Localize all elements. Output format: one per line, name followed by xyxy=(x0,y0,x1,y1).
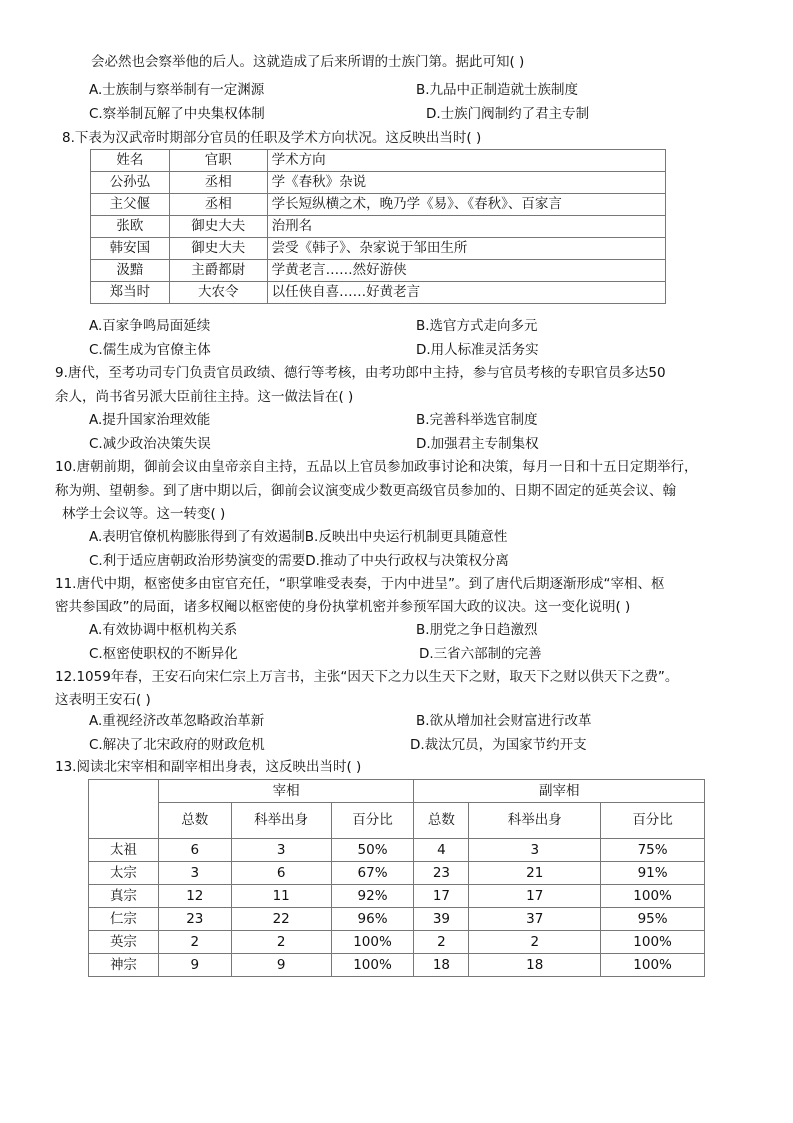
table-cell: 6 xyxy=(158,839,231,862)
q7-option-a[interactable]: A.士族制与察举制有一定渊源 xyxy=(89,82,265,98)
table-cell: 公孙弘 xyxy=(91,172,170,194)
table-cell: 御史大夫 xyxy=(169,216,267,238)
table-cell: 主父偃 xyxy=(91,194,170,216)
q11-option-a[interactable]: A.有效协调中枢机构关系 xyxy=(89,622,238,638)
table-cell: 12 xyxy=(158,885,231,908)
table-cell: 100% xyxy=(601,885,705,908)
table-cell: 9 xyxy=(231,954,331,977)
table-cell: 17 xyxy=(414,885,469,908)
q11-option-b[interactable]: B.朋党之争日趋激烈 xyxy=(416,622,538,638)
table-cell: 50% xyxy=(331,839,414,862)
table-header-cell: 官职 xyxy=(169,150,267,172)
table-cell: 2 xyxy=(414,931,469,954)
q7-option-c[interactable]: C.察举制瓦解了中央集权体制 xyxy=(89,106,265,122)
table-cell: 17 xyxy=(469,885,601,908)
table-row xyxy=(89,931,705,954)
table-cell: 学黄老言……然好游侠 xyxy=(267,260,665,282)
table-cell: 37 xyxy=(469,908,601,931)
table-row xyxy=(91,216,666,238)
table-row-label: 真宗 xyxy=(89,885,159,908)
table-cell: 尝受《韩子》、杂家说于邹田生所 xyxy=(267,238,665,260)
q10-stem-line3: 林学士会议等。这一转变( ) xyxy=(62,506,226,522)
table-cell: 100% xyxy=(331,954,414,977)
table-cell: 汲黯 xyxy=(91,260,170,282)
table-row-label: 英宗 xyxy=(89,931,159,954)
q8-option-b[interactable]: B.选官方式走向多元 xyxy=(416,318,538,334)
table-cell: 95% xyxy=(601,908,705,931)
table-header-row xyxy=(91,150,666,172)
q10-stem-line1: 10.唐朝前期，御前会议由皇帝亲自主持，五品以上官员参加政事讨论和决策，每月一日和十五日定期举行， xyxy=(55,459,698,475)
table-cell: 主爵都尉 xyxy=(169,260,267,282)
table-cell: 92% xyxy=(331,885,414,908)
q12-option-a[interactable]: A.重视经济改革忽略政治革新 xyxy=(89,713,265,729)
table-cell: 大农令 xyxy=(169,282,267,304)
table-row xyxy=(91,238,666,260)
table-header-cell: 姓名 xyxy=(91,150,170,172)
q13-table xyxy=(88,779,705,977)
q8-option-a[interactable]: A.百家争鸣局面延续 xyxy=(89,318,211,334)
table-header-cell: 科举出身 xyxy=(231,803,331,839)
table-cell: 23 xyxy=(158,908,231,931)
q9-option-c[interactable]: C.减少政治决策失误 xyxy=(89,436,211,452)
q9-stem-line2: 余人，尚书省另派大臣前往主持。这一做法旨在( ) xyxy=(55,389,354,405)
table-row-label: 仁宗 xyxy=(89,908,159,931)
table-header-cell: 科举出身 xyxy=(469,803,601,839)
table-cell: 18 xyxy=(414,954,469,977)
table-cell: 韩安国 xyxy=(91,238,170,260)
q11-stem-line1: 11.唐代中期，枢密使多由宦官充任，“职掌唯受表奏，于内中进呈”。到了唐代后期逐渐形成“宰相、枢 xyxy=(55,576,665,592)
table-cell: 96% xyxy=(331,908,414,931)
table-cell: 3 xyxy=(158,862,231,885)
table-group-header: 宰相 xyxy=(158,780,414,803)
table-header-row xyxy=(89,803,705,839)
q10-option-cd[interactable]: C.利于适应唐朝政治形势演变的需要D.推动了中央行政权与决策权分离 xyxy=(89,553,509,569)
q8-table xyxy=(90,149,666,304)
table-header-cell: 学术方向 xyxy=(267,150,665,172)
table-cell: 2 xyxy=(158,931,231,954)
table-cell: 丞相 xyxy=(169,172,267,194)
table-row-label: 神宗 xyxy=(89,954,159,977)
table-cell: 郑当时 xyxy=(91,282,170,304)
q12-option-c[interactable]: C.解决了北宋政府的财政危机 xyxy=(89,737,265,753)
table-row-label: 太宗 xyxy=(89,862,159,885)
q8-stem: 8.下表为汉武帝时期部分官员的任职及学术方向状况。这反映出当时( ) xyxy=(62,130,482,146)
table-cell: 御史大夫 xyxy=(169,238,267,260)
table-group-header: 副宰相 xyxy=(414,780,705,803)
table-cell: 23 xyxy=(414,862,469,885)
table-cell: 22 xyxy=(231,908,331,931)
q7-stem: 会必然也会察举他的后人。这就造成了后来所谓的士族门第。据此可知( ) xyxy=(91,54,525,70)
table-cell: 治刑名 xyxy=(267,216,665,238)
q13-stem: 13.阅读北宋宰相和副宰相出身表，这反映出当时( ) xyxy=(55,759,362,775)
table-row xyxy=(91,172,666,194)
q8-option-c[interactable]: C.儒生成为官僚主体 xyxy=(89,342,211,358)
table-row xyxy=(89,954,705,977)
q9-option-a[interactable]: A.提升国家治理效能 xyxy=(89,412,211,428)
q11-option-c[interactable]: C.枢密使职权的不断异化 xyxy=(89,646,238,662)
table-cell: 9 xyxy=(158,954,231,977)
q12-option-d[interactable]: D.裁汰冗员，为国家节约开支 xyxy=(410,737,587,753)
table-cell: 11 xyxy=(231,885,331,908)
table-cell: 2 xyxy=(231,931,331,954)
q11-option-d[interactable]: D.三省六部制的完善 xyxy=(419,646,542,662)
q7-option-b[interactable]: B.九品中正制造就士族制度 xyxy=(416,82,579,98)
q10-option-ab[interactable]: A.表明官僚机构膨胀得到了有效遏制B.反映出中央运行机制更具随意性 xyxy=(89,529,508,545)
table-row xyxy=(89,839,705,862)
table-cell: 学长短纵横之术，晚乃学《易》、《春秋》、百家言 xyxy=(267,194,665,216)
q12-stem-line2: 这表明王安石( ) xyxy=(55,692,151,708)
table-corner-cell xyxy=(89,780,159,839)
q9-option-d[interactable]: D.加强君主专制集权 xyxy=(416,436,539,452)
table-header-cell: 总数 xyxy=(158,803,231,839)
table-header-row xyxy=(89,780,705,803)
table-cell: 3 xyxy=(469,839,601,862)
q11-stem-line2: 密共参国政”的局面，诸多权阉以枢密使的身份执掌机密并参预军国大政的议决。这一变化说明( ) xyxy=(55,599,631,615)
table-cell: 学《春秋》杂说 xyxy=(267,172,665,194)
q12-stem-line1: 12.1059年春，王安石向宋仁宗上万言书，主张“因天下之力以生天下之财，取天下之财以供天下之费”。 xyxy=(55,669,679,685)
table-row xyxy=(91,194,666,216)
table-header-cell: 百分比 xyxy=(331,803,414,839)
table-row xyxy=(91,260,666,282)
table-cell: 100% xyxy=(601,954,705,977)
table-header-cell: 百分比 xyxy=(601,803,705,839)
table-cell: 21 xyxy=(469,862,601,885)
table-cell: 91% xyxy=(601,862,705,885)
table-cell: 18 xyxy=(469,954,601,977)
table-cell: 3 xyxy=(231,839,331,862)
table-row-label: 太祖 xyxy=(89,839,159,862)
table-row xyxy=(89,862,705,885)
table-cell: 以任侠自喜……好黄老言 xyxy=(267,282,665,304)
table-cell: 100% xyxy=(331,931,414,954)
q10-stem-line2: 称为朔、望朝参。到了唐中期以后，御前会议演变成少数更高级官员参加的、日期不固定的延英会议、翰 xyxy=(55,483,676,499)
table-row xyxy=(89,885,705,908)
q12-option-b[interactable]: B.欲从增加社会财富进行改革 xyxy=(416,713,592,729)
q8-option-d[interactable]: D.用人标准灵活务实 xyxy=(416,342,539,358)
table-cell: 6 xyxy=(231,862,331,885)
table-cell: 张欧 xyxy=(91,216,170,238)
table-row xyxy=(89,908,705,931)
table-cell: 75% xyxy=(601,839,705,862)
q9-stem-line1: 9.唐代，至考功司专门负责官员政绩、德行等考核，由考功郎中主持，参与官员考核的专职官员多达50 xyxy=(55,365,666,381)
table-cell: 丞相 xyxy=(169,194,267,216)
table-cell: 100% xyxy=(601,931,705,954)
table-row xyxy=(91,282,666,304)
table-cell: 2 xyxy=(469,931,601,954)
table-cell: 67% xyxy=(331,862,414,885)
table-cell: 4 xyxy=(414,839,469,862)
table-cell: 39 xyxy=(414,908,469,931)
q9-option-b[interactable]: B.完善科举选官制度 xyxy=(416,412,538,428)
q7-option-d[interactable]: D.士族门阀制约了君主专制 xyxy=(426,106,590,122)
table-header-cell: 总数 xyxy=(414,803,469,839)
